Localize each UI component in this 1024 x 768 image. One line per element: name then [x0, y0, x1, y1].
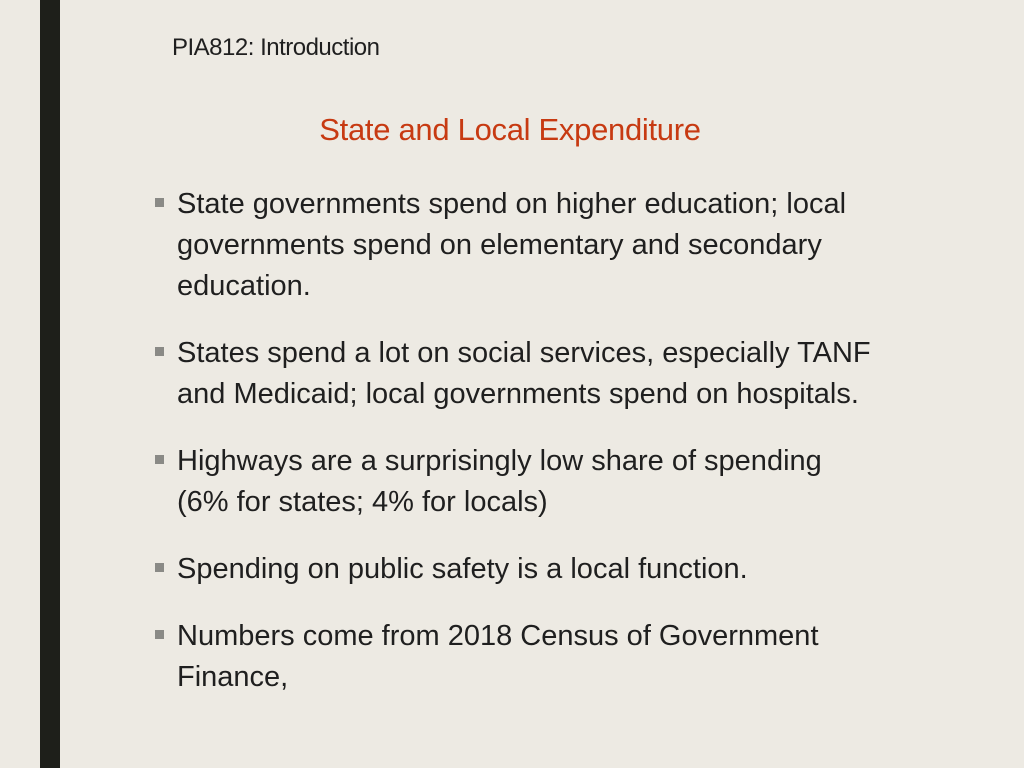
course-title: PIA812: Introduction — [172, 34, 380, 61]
bullet-list — [155, 184, 875, 724]
bullet-text: Highways are a surprisingly low share of spending (6% for states; 4% for locals) — [177, 445, 822, 518]
square-bullet-icon — [155, 455, 164, 464]
square-bullet-icon — [155, 563, 164, 572]
bullet-item — [155, 549, 875, 590]
square-bullet-icon — [155, 198, 164, 207]
bullet-item — [155, 441, 875, 523]
bullet-text: States spend a lot on social services, especially TANF and Medicaid; local governments spend on hospitals. — [177, 337, 871, 410]
bullet-text: Spending on public safety is a local function. — [177, 553, 748, 585]
bullet-item — [155, 184, 875, 307]
slide-title: State and Local Expenditure — [319, 112, 701, 147]
bullet-text: State governments spend on higher education; local governments spend on elementary and secondary education. — [177, 188, 847, 302]
square-bullet-icon — [155, 347, 164, 356]
bullet-text: Numbers come from 2018 Census of Government Finance, — [177, 620, 819, 693]
square-bullet-icon — [155, 630, 164, 639]
bullet-item — [155, 616, 875, 698]
bullet-item — [155, 333, 875, 415]
